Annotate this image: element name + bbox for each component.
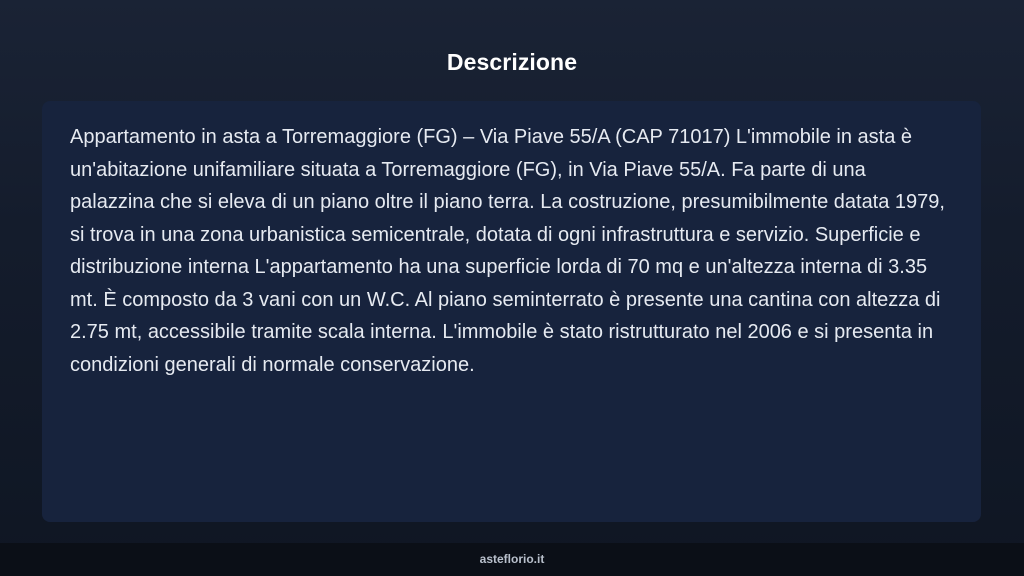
- page-title: Descrizione: [446, 49, 578, 75]
- footer-site-label: asteflorio.it: [479, 552, 545, 566]
- description-text: Appartamento in asta a Torremaggiore (FG) – Via Piave 55/A (CAP 71017) L'immobile in asta è un'abitazione unifamiliare situata a Torremaggiore (FG), in Via Piave 55/A. Fa parte di una palazzina che si eleva di un piano oltre il piano terra. La costruzione, presumibilmente datata 1979, si trova in una zona urbanistica semicentrale, dotata di ogni infrastruttura e servizio. Superficie e distribuzione interna L'appartamento ha una superficie lorda di 70 mq e un'altezza interna di 3.35 mt. È composto da 3 vani con un W.C. Al piano seminterrato è presente una cantina con altezza di 2.75 mt, accessibile tramite scala interna. L'immobile è stato ristrutturato nel 2006 e si presenta in condizioni generali di normale conservazione.: [70, 126, 945, 376]
- description-card: [42, 101, 981, 522]
- footer-bar: [0, 543, 1024, 576]
